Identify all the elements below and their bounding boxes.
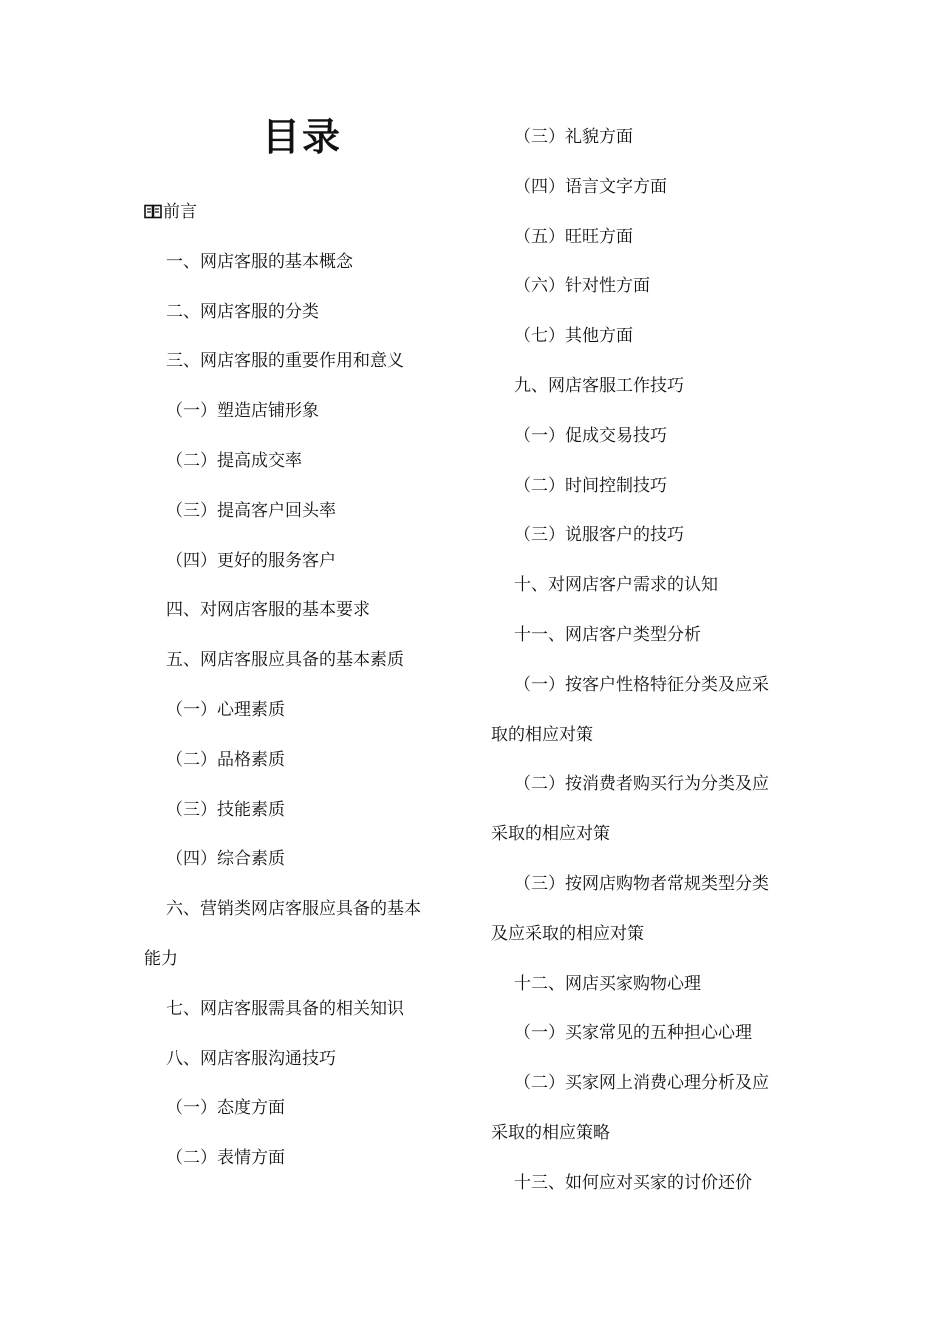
toc-entry[interactable] [514,623,701,647]
toc-entry[interactable] [166,1047,336,1071]
toc-entry[interactable] [166,1096,285,1120]
toc-entry[interactable] [166,499,336,523]
toc-entry[interactable] [491,723,593,747]
toc-entry-label: （二）表情方面 [166,1148,285,1168]
toc-entry[interactable] [514,175,667,199]
toc-entry[interactable] [514,1071,769,1095]
toc-entry-label: 十、对网店客户需求的认知 [514,575,718,595]
toc-entry[interactable] [514,424,667,448]
toc-entry-label: （三）说服客户的技巧 [514,525,684,545]
toc-entry[interactable] [491,922,644,946]
toc-entry-label: 采取的相应策略 [491,1123,610,1143]
toc-entry-label: （四）更好的服务客户 [166,551,336,571]
toc-entry-label: 前言 [163,202,197,222]
toc-entry[interactable] [166,549,336,573]
toc-entry-label: 十一、网店客户类型分析 [514,625,701,645]
toc-entry[interactable] [514,1171,752,1195]
toc-entry-label: 二、网店客服的分类 [166,302,319,322]
toc-entry[interactable] [166,1146,285,1170]
toc-entry[interactable] [514,225,633,249]
toc-entry-label: （三）礼貌方面 [514,127,633,147]
toc-entry-label: 能力 [144,949,178,969]
toc-entry[interactable] [166,997,404,1021]
toc-entry[interactable] [166,399,319,423]
toc-entry-label: （一）塑造店铺形象 [166,401,319,421]
toc-entry[interactable] [491,1121,610,1145]
toc-entry[interactable] [491,822,610,846]
toc-entry-label: 六、营销类网店客服应具备的基本 [166,899,421,919]
toc-entry-label: 一、网店客服的基本概念 [166,252,353,272]
toc-entry-label: 三、网店客服的重要作用和意义 [166,351,404,371]
toc-entry-label: 采取的相应对策 [491,824,610,844]
toc-entry[interactable] [166,748,285,772]
toc-entry[interactable] [166,897,421,921]
toc-entry-label: （七）其他方面 [514,326,633,346]
toc-entry-label: （四）语言文字方面 [514,177,667,197]
toc-entry-label: （一）心理素质 [166,700,285,720]
toc-entry-label: （五）旺旺方面 [514,227,633,247]
toc-entry[interactable] [514,125,633,149]
toc-entry[interactable] [144,947,178,971]
toc-entry[interactable] [166,648,404,672]
toc-entry[interactable] [514,573,718,597]
toc-entry[interactable] [514,772,769,796]
toc-entry[interactable] [166,300,319,324]
toc-entry-label: （一）按客户性格特征分类及应采 [514,675,769,695]
toc-entry-label: 取的相应对策 [491,725,593,745]
toc-entry[interactable] [166,250,353,274]
toc-entry-label: 七、网店客服需具备的相关知识 [166,999,404,1019]
toc-entry-label: 九、网店客服工作技巧 [514,376,684,396]
toc-entry[interactable] [514,1021,752,1045]
toc-entry-label: 十三、如何应对买家的讨价还价 [514,1173,752,1193]
toc-entry[interactable] [514,374,684,398]
toc-entry[interactable] [514,972,701,996]
toc-entry-label: （二）买家网上消费心理分析及应 [514,1073,769,1093]
toc-entry[interactable] [166,798,285,822]
toc-entry[interactable] [166,449,302,473]
toc-entry[interactable] [514,673,769,697]
toc-entry[interactable] [166,698,285,722]
toc-entry-label: （三）技能素质 [166,800,285,820]
toc-entry[interactable] [166,847,285,871]
page-title: 目录 [262,115,343,159]
toc-entry[interactable] [514,274,650,298]
toc-entry[interactable] [144,200,197,224]
toc-entry-label: （四）综合素质 [166,849,285,869]
toc-entry-label: 五、网店客服应具备的基本素质 [166,650,404,670]
toc-entry[interactable] [166,349,404,373]
toc-entry-label: 八、网店客服沟通技巧 [166,1049,336,1069]
toc-entry-label: （一）态度方面 [166,1098,285,1118]
toc-entry-label: （二）提高成交率 [166,451,302,471]
toc-entry-label: 及应采取的相应对策 [491,924,644,944]
toc-entry-label: （二）品格素质 [166,750,285,770]
toc-entry-label: （二）时间控制技巧 [514,476,667,496]
toc-entry-label: （三）按网店购物者常规类型分类 [514,874,769,894]
toc-entry-label: 四、对网店客服的基本要求 [166,600,370,620]
toc-entry-label: （一）促成交易技巧 [514,426,667,446]
book-icon [144,204,162,219]
toc-entry[interactable] [514,474,667,498]
toc-entry[interactable] [514,324,633,348]
toc-entry-label: （一）买家常见的五种担心心理 [514,1023,752,1043]
toc-entry-label: 十二、网店买家购物心理 [514,974,701,994]
toc-entry[interactable] [166,598,370,622]
toc-entry[interactable] [514,872,769,896]
toc-entry-label: （二）按消费者购买行为分类及应 [514,774,769,794]
toc-entry-label: （三）提高客户回头率 [166,501,336,521]
toc-entry[interactable] [514,523,684,547]
toc-entry-label: （六）针对性方面 [514,276,650,296]
